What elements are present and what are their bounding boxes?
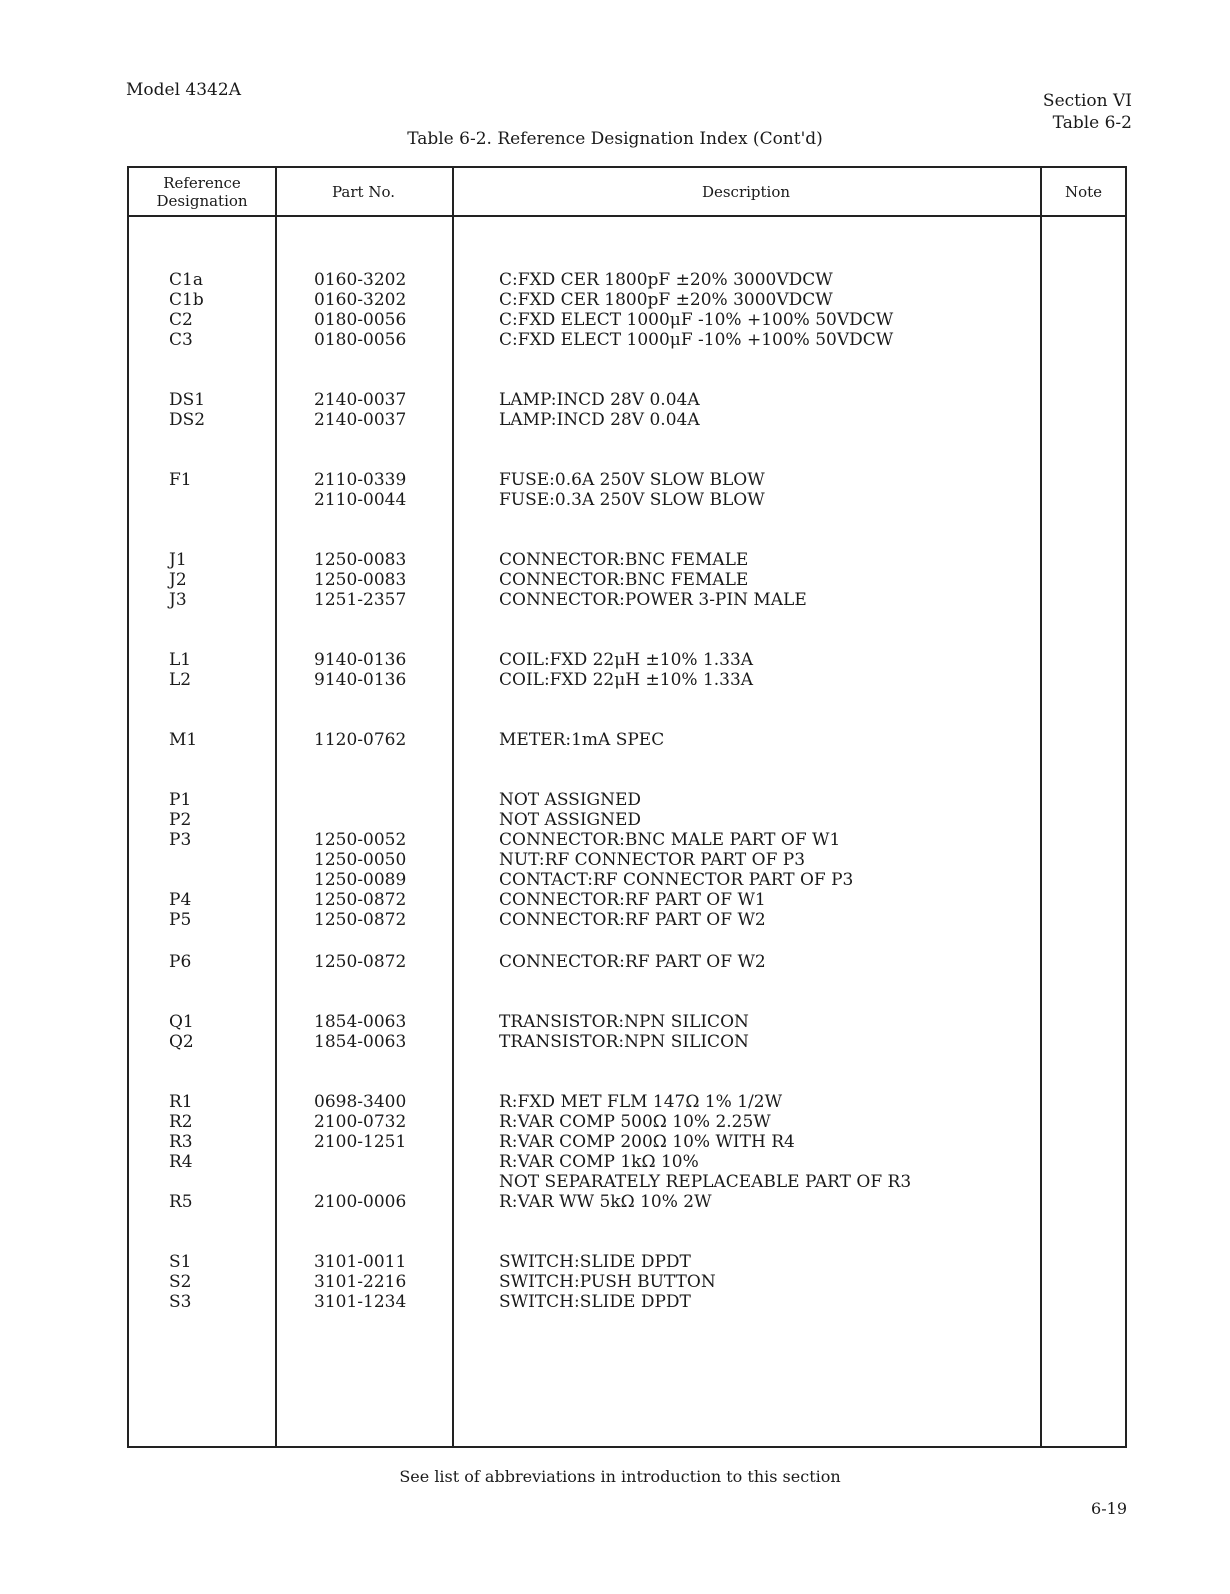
description-cell: COIL:FXD 22μH ±10% 1.33A [499, 650, 754, 670]
reference-designation-cell: P3 [169, 830, 192, 850]
table-row [129, 490, 1125, 510]
table-row [129, 730, 1125, 750]
part-number-cell: 3101-1234 [314, 1292, 407, 1312]
description-cell: CONNECTOR:BNC FEMALE [499, 570, 749, 590]
description-cell: FUSE:0.6A 250V SLOW BLOW [499, 470, 765, 490]
part-number-cell: 2100-0732 [314, 1112, 407, 1132]
description-cell: SWITCH:SLIDE DPDT [499, 1292, 691, 1312]
column-header-note: Note [1064, 182, 1103, 201]
reference-designation-cell: C1a [169, 270, 203, 290]
description-cell: CONNECTOR:BNC MALE PART OF W1 [499, 830, 841, 850]
table-row [129, 910, 1125, 930]
part-number-cell: 9140-0136 [314, 650, 407, 670]
reference-designation-cell: L2 [169, 670, 192, 690]
part-number-cell: 1250-0872 [314, 952, 407, 972]
reference-designation-cell: S2 [169, 1272, 192, 1292]
part-number-cell: 2140-0037 [314, 410, 407, 430]
part-number-cell: 2110-0339 [314, 470, 407, 490]
table-row [129, 290, 1125, 310]
description-cell: TRANSISTOR:NPN SILICON [499, 1032, 749, 1052]
description-cell: NOT ASSIGNED [499, 810, 642, 830]
part-number-cell: 1250-0083 [314, 550, 407, 570]
reference-designation-cell: J1 [169, 550, 187, 570]
table-row [129, 870, 1125, 890]
reference-designation-cell: P2 [169, 810, 192, 830]
table-row [129, 570, 1125, 590]
table-row [129, 1152, 1125, 1172]
reference-designation-cell: C1b [169, 290, 204, 310]
description-cell: R:VAR COMP 1kΩ 10% [499, 1152, 699, 1172]
table-row [129, 590, 1125, 610]
part-number-cell: 0160-3202 [314, 270, 407, 290]
model-label: Model 4342A [126, 80, 241, 100]
reference-designation-cell: P5 [169, 910, 192, 930]
reference-designation-cell: M1 [169, 730, 198, 750]
section-reference [1043, 90, 1132, 134]
description-cell: R:FXD MET FLM 147Ω 1% 1/2W [499, 1092, 783, 1112]
description-cell: CONNECTOR:POWER 3-PIN MALE [499, 590, 807, 610]
part-number-cell: 0698-3400 [314, 1092, 407, 1112]
table-row [129, 850, 1125, 870]
column-header-description: Description [701, 182, 791, 201]
table-row [129, 1092, 1125, 1112]
part-number-cell: 1250-0872 [314, 890, 407, 910]
reference-designation-cell: L1 [169, 650, 192, 670]
table-row [129, 790, 1125, 810]
description-cell: NOT ASSIGNED [499, 790, 642, 810]
table-row [129, 1132, 1125, 1152]
description-cell: C:FXD CER 1800pF ±20% 3000VDCW [499, 290, 833, 310]
part-number-cell: 1120-0762 [314, 730, 407, 750]
description-cell: TRANSISTOR:NPN SILICON [499, 1012, 749, 1032]
reference-designation-cell: S1 [169, 1252, 192, 1272]
page-number: 6-19 [1091, 1499, 1127, 1518]
column-header-part-no: Part No. [332, 182, 395, 201]
description-cell: C:FXD CER 1800pF ±20% 3000VDCW [499, 270, 833, 290]
part-number-cell: 1854-0063 [314, 1032, 407, 1052]
table-row [129, 270, 1125, 290]
reference-designation-cell: Q2 [169, 1032, 194, 1052]
reference-designation-cell: S3 [169, 1292, 192, 1312]
abbreviations-note: See list of abbreviations in introduction to this section [399, 1467, 841, 1486]
reference-designation-cell: R3 [169, 1132, 193, 1152]
part-number-cell: 2100-1251 [314, 1132, 407, 1152]
reference-designation-table [127, 166, 1127, 1448]
part-number-cell: 1250-0052 [314, 830, 407, 850]
description-cell: SWITCH:PUSH BUTTON [499, 1272, 716, 1292]
description-cell: R:VAR COMP 200Ω 10% WITH R4 [499, 1132, 795, 1152]
description-cell: CONNECTOR:BNC FEMALE [499, 550, 749, 570]
reference-designation-cell: P4 [169, 890, 192, 910]
reference-designation-cell: R4 [169, 1152, 193, 1172]
part-number-cell: 9140-0136 [314, 670, 407, 690]
reference-designation-cell: C2 [169, 310, 193, 330]
table-row [129, 1192, 1125, 1212]
description-cell: NUT:RF CONNECTOR PART OF P3 [499, 850, 806, 870]
description-cell: CONNECTOR:RF PART OF W2 [499, 952, 766, 972]
column-header-reference-designation: Reference Designation [156, 173, 248, 210]
description-cell: CONNECTOR:RF PART OF W2 [499, 910, 766, 930]
table-row [129, 550, 1125, 570]
description-cell: LAMP:INCD 28V 0.04A [499, 410, 700, 430]
description-cell: C:FXD ELECT 1000μF -10% +100% 50VDCW [499, 330, 894, 350]
table-row [129, 670, 1125, 690]
table-row [129, 890, 1125, 910]
reference-designation-cell: C3 [169, 330, 193, 350]
part-number-cell: 1251-2357 [314, 590, 407, 610]
part-number-cell: 0180-0056 [314, 310, 407, 330]
part-number-cell: 3101-0011 [314, 1252, 407, 1272]
table-row [129, 830, 1125, 850]
reference-designation-cell: J3 [169, 590, 187, 610]
table-row [129, 1252, 1125, 1272]
table-row [129, 470, 1125, 490]
table-row [129, 1012, 1125, 1032]
part-number-cell: 3101-2216 [314, 1272, 407, 1292]
part-number-cell: 1854-0063 [314, 1012, 407, 1032]
part-number-cell: 0180-0056 [314, 330, 407, 350]
description-cell: CONNECTOR:RF PART OF W1 [499, 890, 766, 910]
reference-designation-cell: F1 [169, 470, 192, 490]
part-number-cell: 1250-0089 [314, 870, 407, 890]
part-number-cell: 1250-0872 [314, 910, 407, 930]
description-cell: C:FXD ELECT 1000μF -10% +100% 50VDCW [499, 310, 894, 330]
table-row [129, 1172, 1125, 1192]
description-cell: LAMP:INCD 28V 0.04A [499, 390, 700, 410]
description-cell: NOT SEPARATELY REPLACEABLE PART OF R3 [499, 1172, 912, 1192]
table-row [129, 410, 1125, 430]
reference-designation-cell: R1 [169, 1092, 193, 1112]
table-title: Table 6-2. Reference Designation Index (Cont'd) [407, 129, 823, 149]
table-row [129, 810, 1125, 830]
part-number-cell: 1250-0050 [314, 850, 407, 870]
table-row [129, 310, 1125, 330]
part-number-cell: 2110-0044 [314, 490, 407, 510]
reference-designation-cell: Q1 [169, 1012, 194, 1032]
table-row [129, 330, 1125, 350]
table-row [129, 952, 1125, 972]
description-cell: METER:1mA SPEC [499, 730, 665, 750]
reference-designation-cell: R5 [169, 1192, 193, 1212]
part-number-cell: 2100-0006 [314, 1192, 407, 1212]
table-reference: Table 6-2 [1052, 113, 1132, 133]
description-cell: R:VAR COMP 500Ω 10% 2.25W [499, 1112, 771, 1132]
reference-designation-cell: P1 [169, 790, 192, 810]
reference-designation-cell: DS1 [169, 390, 206, 410]
description-cell: SWITCH:SLIDE DPDT [499, 1252, 691, 1272]
table-row [129, 390, 1125, 410]
section-label: Section VI [1042, 91, 1132, 111]
table-row [129, 1032, 1125, 1052]
description-cell: FUSE:0.3A 250V SLOW BLOW [499, 490, 765, 510]
reference-designation-cell: R2 [169, 1112, 193, 1132]
part-number-cell: 1250-0083 [314, 570, 407, 590]
table-row [129, 1292, 1125, 1312]
description-cell: R:VAR WW 5kΩ 10% 2W [499, 1192, 712, 1212]
description-cell: CONTACT:RF CONNECTOR PART OF P3 [499, 870, 854, 890]
table-row [129, 1272, 1125, 1292]
table-row [129, 1112, 1125, 1132]
description-cell: COIL:FXD 22μH ±10% 1.33A [499, 670, 754, 690]
header-divider [129, 215, 1125, 217]
reference-designation-cell: P6 [169, 952, 192, 972]
reference-designation-cell: DS2 [169, 410, 206, 430]
part-number-cell: 2140-0037 [314, 390, 407, 410]
part-number-cell: 0160-3202 [314, 290, 407, 310]
reference-designation-cell: J2 [169, 570, 187, 590]
table-row [129, 650, 1125, 670]
